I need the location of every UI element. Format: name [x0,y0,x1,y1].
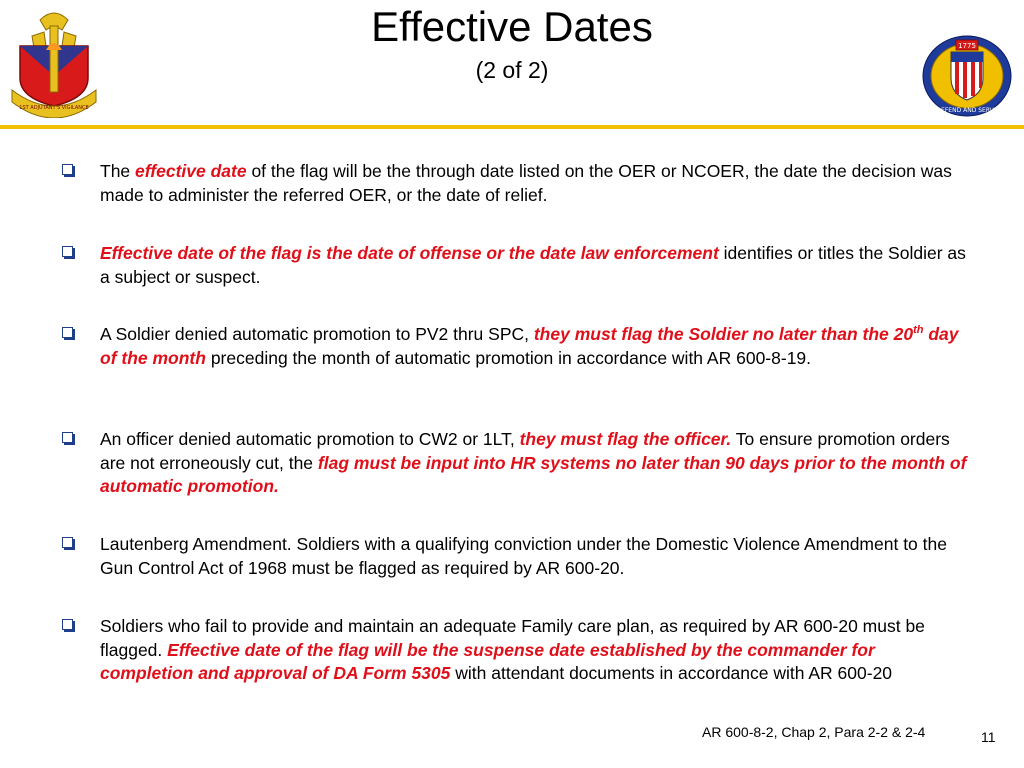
bullet-family-care-plan [62,615,972,686]
regulation-reference: AR 600-8-2, Chap 2, Para 2-2 & 2-4 [702,724,926,740]
slide-subtitle: (2 of 2) [475,57,549,83]
bullet-text: Soldiers who fail to provide and maintain an adequate Family care plan, as required by AR 600-20 must be flagged. Effective date of the flag will be the suspense date established by the commander for completion and approval of DA Form 5305 with attendant documents in accordance with AR 600-20 [100,616,925,683]
bullet-offense-date [62,242,972,289]
slide-title: Effective Dates [371,3,653,50]
checkbox-bullet-icon [62,619,73,630]
checkbox-bullet-icon [62,327,73,338]
bullet-text: Effective date of the flag is the date of offense or the date law enforcement identifies or titles the Soldier as a subject or suspect. [100,243,966,287]
emphasis-text: Effective date of the flag is the date of offense or the date law enforcement [100,243,719,263]
header-divider [0,125,1024,129]
emphasis-text: effective date [135,161,247,181]
emphasis-text: day of the month [100,324,959,368]
emphasis-text: they must flag the officer. [519,429,732,449]
checkbox-bullet-icon [62,537,73,548]
checkbox-bullet-icon [62,432,73,443]
checkbox-bullet-icon [62,246,73,257]
svg-text:1775: 1775 [958,42,976,50]
bullet-text: An officer denied automatic promotion to CW2 or 1LT, they must flag the officer. To ensure promotion orders are not erroneously cut, the flag must be input into HR systems no later than 90 days prior to the month of automatic promotion. [100,429,967,496]
bullet-officer-promotion [62,428,972,499]
emphasis-text: flag must be input into HR systems no later than 90 days prior to the month of automatic promotion [100,452,967,496]
bullet-text: The effective date of the flag will be the through date listed on the OER or NCOER, the date the decision was made to administer the referred OER, or the date of relief. [100,161,952,205]
svg-text:DEFEND AND SERVE: DEFEND AND SERVE [936,107,998,114]
bullet-text: Lautenberg Amendment. Soldiers with a qualifying conviction under the Domestic Violence Amendment to the Gun Control Act of 1968 must be flagged as required by AR 600-20. [100,534,947,578]
svg-text:1ST ADJUTANT'S VIGILANCE: 1ST ADJUTANT'S VIGILANCE [19,105,89,111]
page-number: 11 [981,729,996,745]
emphasis-text: they must flag the Soldier no later than the 20 [533,324,914,344]
adjutant-general-corps-crest-icon [920,34,1014,118]
emphasis-text: Effective date of the flag will be the suspense date established by the commander for completion and approval of DA Form 5305 [100,639,875,683]
right-crest-logo [920,34,1014,118]
bullet-text: A Soldier denied automatic promotion to PV2 thru SPC, they must flag the Soldier no later than the 20th day of the month preceding the month of automatic promotion in accordance with AR 600-8-19. [100,324,959,368]
bullet-lautenberg [62,533,972,580]
bullet-soldier-promotion [62,323,972,370]
bullet-effective-date [62,160,972,207]
checkbox-bullet-icon [62,164,73,175]
